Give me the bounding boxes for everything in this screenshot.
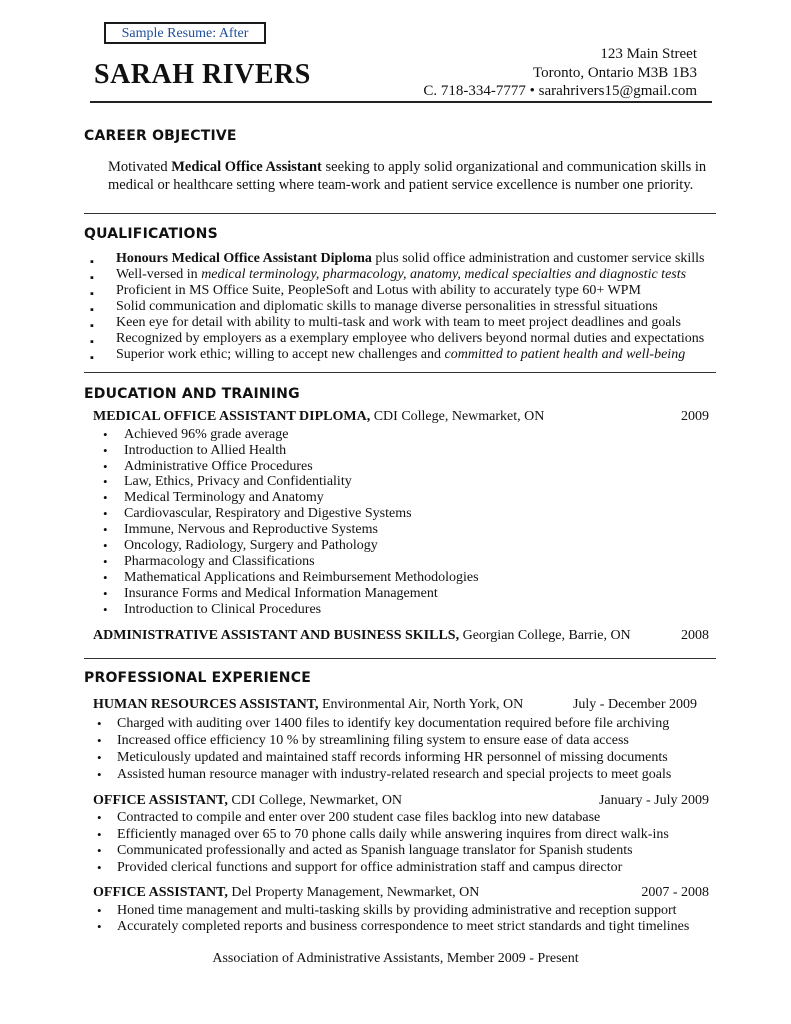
bullet: ▪ bbox=[90, 272, 94, 284]
job-duty: Communicated professionally and acted as Spanish language translator for Spanish students bbox=[117, 843, 633, 858]
bullet: ▪ bbox=[90, 352, 94, 364]
bullet: ▪ bbox=[90, 320, 94, 332]
bullet: • bbox=[103, 490, 108, 505]
job-duty: Charged with auditing over 1400 files to identify key documentation required before file archiving bbox=[117, 716, 670, 731]
bullet: • bbox=[97, 767, 102, 782]
qualification-text: Well-versed in bbox=[116, 267, 202, 282]
membership-line: Association of Administrative Assistants, Member 2009 - Present bbox=[212, 951, 579, 966]
job-role: OFFICE ASSISTANT, bbox=[93, 885, 228, 900]
header-rule bbox=[90, 101, 712, 103]
bullet: • bbox=[97, 810, 102, 825]
job-duty: Provided clerical functions and support for office administration staff and campus director bbox=[117, 860, 623, 875]
job-role: HUMAN RESOURCES ASSISTANT, bbox=[93, 697, 319, 712]
admin-skills-school: Georgian College, Barrie, ON bbox=[459, 628, 631, 643]
course-item: Pharmacology and Classifications bbox=[124, 554, 315, 569]
section-title-experience: PROFESSIONAL EXPERIENCE bbox=[84, 670, 311, 686]
bullet: ▪ bbox=[90, 256, 94, 268]
course-item: Cardiovascular, Respiratory and Digestive Systems bbox=[124, 506, 412, 521]
objective-rest: seeking to apply solid organizational and communication skills in bbox=[321, 159, 707, 175]
admin-skills-year: 2008 bbox=[681, 628, 709, 643]
section-title-objective: CAREER OBJECTIVE bbox=[84, 128, 237, 144]
job-duty: Honed time management and multi-tasking skills by providing administrative and reception support bbox=[117, 903, 677, 918]
job-dates: 2007 - 2008 bbox=[641, 885, 709, 900]
admin-skills-heading bbox=[93, 628, 631, 644]
course-item: Oncology, Radiology, Surgery and Pathology bbox=[124, 538, 378, 553]
section-rule bbox=[84, 658, 716, 659]
bullet: • bbox=[97, 827, 102, 842]
bullet: • bbox=[103, 538, 108, 553]
bullet: • bbox=[103, 474, 108, 489]
bullet: ▪ bbox=[90, 336, 94, 348]
objective-line2: medical or healthcare setting where team-work and patient service excellence is number one priority. bbox=[108, 177, 694, 193]
job-place: CDI College, Newmarket, ON bbox=[227, 793, 403, 808]
course-item: Medical Terminology and Anatomy bbox=[124, 490, 324, 505]
bullet: • bbox=[103, 443, 108, 458]
qualification-italic: committed to patient health and well-being bbox=[444, 347, 686, 362]
objective-text bbox=[108, 158, 708, 194]
contact-line: C. 718-334-7777 • sarahrivers15@gmail.com bbox=[423, 83, 697, 99]
address-city: Toronto, Ontario M3B 1B3 bbox=[533, 65, 697, 81]
qualification-item: Proficient in MS Office Suite, PeopleSoft and Lotus with ability to accurately type 60+ WPM bbox=[116, 283, 641, 298]
bullet: • bbox=[103, 586, 108, 601]
diploma-school: CDI College, Newmarket, ON bbox=[370, 409, 545, 424]
job-dates: January - July 2009 bbox=[598, 793, 709, 808]
qualification-item bbox=[116, 347, 685, 363]
job-duty: Contracted to compile and enter over 200 student case files backlog into new database bbox=[117, 810, 601, 825]
job-place: Del Property Management, Newmarket, ON bbox=[227, 885, 480, 900]
course-item: Mathematical Applications and Reimbursement Methodologies bbox=[124, 570, 479, 585]
sample-tag bbox=[104, 22, 266, 44]
bullet: • bbox=[103, 459, 108, 474]
course-item: Achieved 96% grade average bbox=[124, 427, 289, 442]
address-street: 123 Main Street bbox=[600, 46, 697, 62]
course-item: Immune, Nervous and Reproductive Systems bbox=[124, 522, 378, 537]
bullet: • bbox=[97, 903, 102, 918]
job-duty: Increased office efficiency 10 % by streamlining filing system to ensure ease of data access bbox=[117, 733, 629, 748]
bullet: • bbox=[103, 427, 108, 442]
course-item: Law, Ethics, Privacy and Confidentiality bbox=[124, 474, 352, 489]
diploma-year: 2009 bbox=[681, 409, 709, 424]
qualification-bold: Honours Medical Office Assistant Diploma bbox=[116, 251, 372, 266]
course-item: Administrative Office Procedures bbox=[124, 459, 313, 474]
sample-tag-text: Sample Resume: After bbox=[121, 26, 249, 41]
course-item: Insurance Forms and Medical Information Management bbox=[124, 586, 438, 601]
qualification-item bbox=[116, 267, 686, 283]
job-duty: Efficiently managed over 65 to 70 phone calls daily while answering inquires from direct walk-ins bbox=[117, 827, 669, 842]
bullet: • bbox=[103, 522, 108, 537]
qualification-rest: plus solid office administration and customer service skills bbox=[371, 251, 705, 266]
bullet: • bbox=[103, 602, 108, 617]
job-heading bbox=[93, 885, 479, 901]
bullet: ▪ bbox=[90, 304, 94, 316]
bullet: • bbox=[97, 750, 102, 765]
bullet: • bbox=[97, 860, 102, 875]
job-heading bbox=[93, 793, 402, 809]
bullet: • bbox=[97, 843, 102, 858]
diploma-heading bbox=[93, 409, 544, 425]
bullet: • bbox=[103, 570, 108, 585]
section-title-qualifications: QUALIFICATIONS bbox=[84, 226, 218, 242]
job-duty: Assisted human resource manager with industry-related research and special projects to meet goals bbox=[117, 767, 672, 782]
diploma-title: MEDICAL OFFICE ASSISTANT DIPLOMA, bbox=[93, 409, 371, 424]
bullet: • bbox=[97, 733, 102, 748]
section-rule bbox=[84, 372, 716, 373]
qualification-item: Solid communication and diplomatic skills to manage diverse personalities in stressful situations bbox=[116, 299, 658, 314]
admin-skills-title: ADMINISTRATIVE ASSISTANT AND BUSINESS SKILLS, bbox=[93, 628, 460, 643]
course-item: Introduction to Allied Health bbox=[124, 443, 287, 458]
bullet: • bbox=[103, 554, 108, 569]
job-role: OFFICE ASSISTANT, bbox=[93, 793, 228, 808]
job-heading bbox=[93, 697, 523, 713]
course-item: Introduction to Clinical Procedures bbox=[124, 602, 322, 617]
bullet: • bbox=[97, 716, 102, 731]
job-place: Environmental Air, North York, ON bbox=[318, 697, 524, 712]
bullet: ▪ bbox=[90, 288, 94, 300]
qualification-item: Recognized by employers as a exemplary employee who delivers beyond normal duties and expectations bbox=[116, 331, 705, 346]
job-duty: Meticulously updated and maintained staff records informing HR personnel of missing documents bbox=[117, 750, 668, 765]
qualification-item: Keen eye for detail with ability to multi-task and work with team to meet project deadlines and goals bbox=[116, 315, 681, 330]
bullet: • bbox=[103, 506, 108, 521]
candidate-name: SARAH RIVERS bbox=[94, 59, 311, 90]
qualification-italic: medical terminology, pharmacology, anatomy, medical specialties and diagnostic tests bbox=[201, 267, 687, 282]
section-rule bbox=[84, 213, 716, 214]
qualification-text: Superior work ethic; willing to accept new challenges and bbox=[116, 347, 445, 362]
objective-lead: Motivated bbox=[108, 159, 172, 175]
qualification-item bbox=[116, 251, 704, 267]
job-dates: July - December 2009 bbox=[572, 697, 697, 712]
job-duty: Accurately completed reports and business correspondence to meet strict standards and tight timelines bbox=[117, 919, 690, 934]
objective-bold: Medical Office Assistant bbox=[171, 159, 322, 175]
bullet: • bbox=[97, 919, 102, 934]
section-title-education: EDUCATION AND TRAINING bbox=[84, 386, 300, 402]
